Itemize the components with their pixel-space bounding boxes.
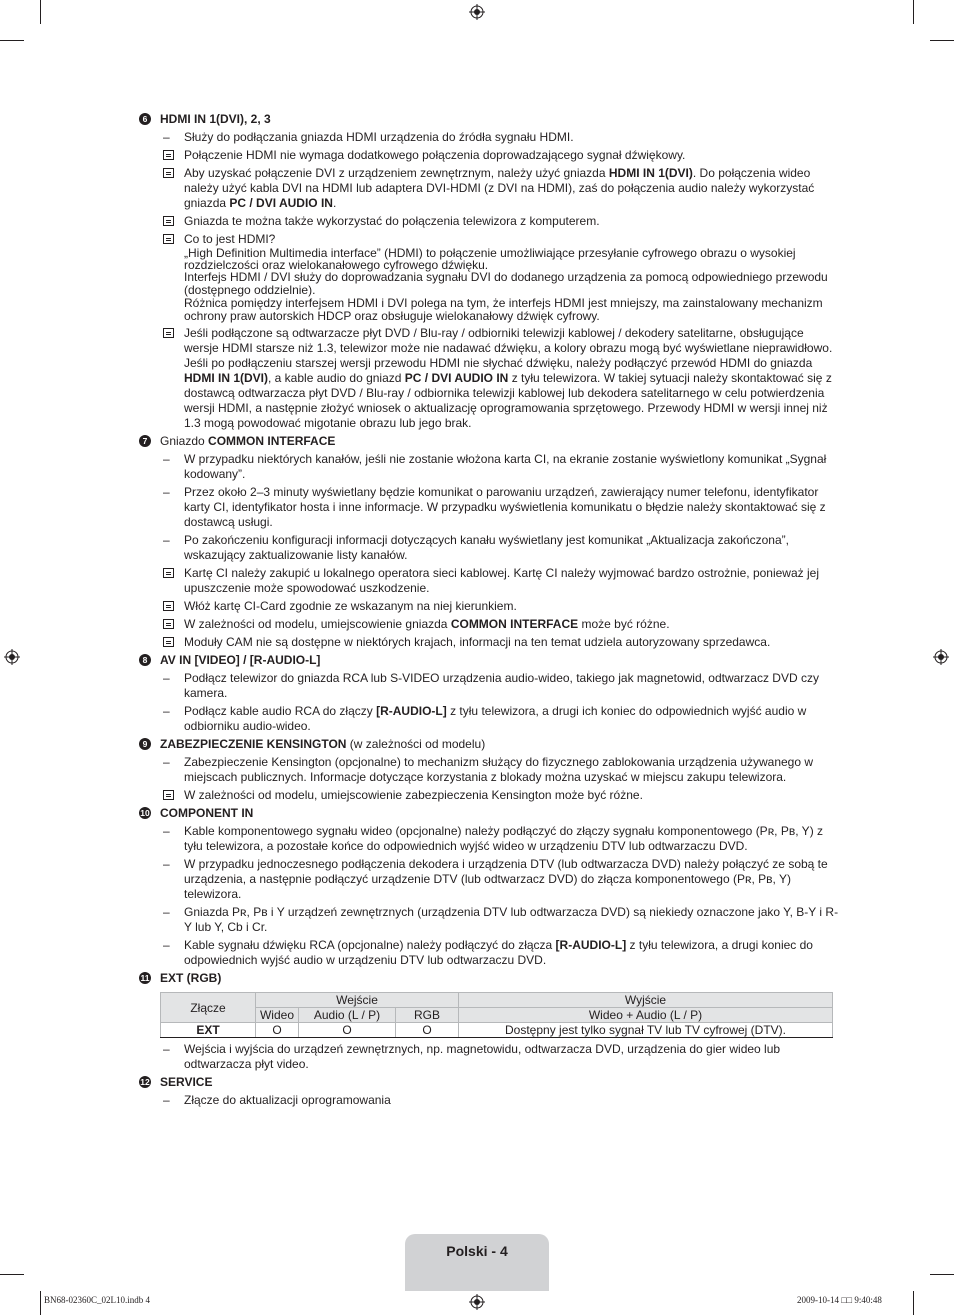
note-item	[160, 599, 839, 614]
table-subheader: Wideo	[256, 1008, 299, 1023]
crop-mark	[0, 1274, 24, 1275]
section-7	[139, 434, 839, 650]
dash-bullet: –	[163, 755, 170, 769]
text-run: Podłącz telewizor do gniazda RCA lub S-VIDEO urządzenia audio-wideo, takiego jak magnetowid, odtwarzacz DVD czy kamera.	[184, 671, 819, 700]
text-run: Co to jest HDMI?	[184, 232, 276, 246]
section-10	[139, 806, 839, 968]
table-cell: O	[396, 1023, 459, 1038]
table-cell: Dostępny jest tylko sygnał TV lub TV cyfrowej (DTV).	[459, 1023, 833, 1038]
bold-term: HDMI IN 1(DVI)	[608, 166, 693, 180]
print-slug-file: BN68-02360C_02L10.indb 4	[44, 1295, 151, 1305]
text-run: z tyłu telewizora, a drugi ich koniec do odpowiednich wyjść audio w odbiorniku audio-wideo.	[184, 704, 807, 733]
print-slug-datetime: 2009-10-14 □□ 9:40:48	[797, 1295, 882, 1305]
text-run: Podłącz kable audio RCA do złączy	[184, 704, 377, 718]
section-number-badge: 8	[139, 654, 151, 666]
note-icon	[163, 637, 174, 647]
dash-item	[160, 1093, 839, 1108]
note-item	[160, 166, 839, 211]
note-item	[160, 566, 839, 596]
table-subheader: Audio (L / P)	[299, 1008, 396, 1023]
dash-bullet: –	[163, 671, 170, 685]
item-text	[184, 1093, 839, 1108]
note-icon	[163, 234, 174, 244]
text-run: . Do połączenia wideo należy użyć kabla DVI na HDMI lub adaptera DVI-HDMI (z DVI na HDMI), zaś do połączenia audio należy wykorzystać gniazda	[184, 166, 815, 210]
text-run: może być różne.	[578, 617, 670, 631]
section-title: HDMI IN 1(DVI), 2, 3	[160, 112, 271, 126]
dash-item	[160, 533, 839, 563]
section-12	[139, 1075, 839, 1108]
registration-mark-icon	[4, 649, 20, 665]
section-heading	[140, 806, 839, 821]
dash-item	[160, 671, 839, 701]
item-paragraph: Interfejs HDMI / DVI służy do doprowadzania sygnału DVI do dodanego urządzenia za pomocą odpowiedniego przewodu (dostępnego oddzielnie).	[184, 270, 828, 297]
section-heading	[142, 653, 839, 668]
dash-bullet: –	[163, 452, 170, 466]
text-run: Aby uzyskać połączenie DVI z urządzeniem zewnętrznym, należy użyć gniazda	[184, 166, 609, 180]
table-subheader: RGB	[396, 1008, 459, 1023]
dash-bullet: –	[163, 857, 170, 871]
item-text	[184, 566, 839, 596]
dash-item	[160, 1042, 839, 1072]
text-run: W zależności od modelu, umiejscowienie gniazda	[184, 617, 451, 631]
text-run: Gniazda te można także wykorzystać do połączenia telewizora z komputerem.	[184, 214, 600, 228]
section-title: ZABEZPIECZENIE KENSINGTON	[160, 737, 347, 751]
section-8	[139, 653, 839, 734]
item-text	[184, 788, 839, 803]
item-paragraph: Różnica pomiędzy interfejsem HDMI i DVI polega na tym, że interfejs HDMI jest mniejszy, ma zainstalowany mechanizm ochrony praw autorskich HDCP oraz obsługuje wielokanałowy dźwięk cyfrowy.	[184, 296, 823, 323]
text-run: Wejścia i wyjścia do urządzeń zewnętrznych, np. magnetowidu, odtwarzacza DVD, urządzenia do gier wideo lub odtwarzacza płyt video.	[184, 1042, 781, 1071]
note-icon	[163, 328, 174, 338]
table-header-output: Wyjście	[459, 993, 833, 1008]
dash-bullet: –	[163, 938, 170, 952]
text-run: Włóż kartę CI-Card zgodnie ze wskazanym na niej kierunkiem.	[184, 599, 517, 613]
section-heading	[140, 1075, 839, 1090]
item-text	[184, 938, 839, 968]
section-heading	[140, 971, 839, 986]
registration-mark-icon	[933, 649, 949, 665]
bold-term: PC / DVI AUDIO IN	[229, 196, 333, 210]
dash-item	[160, 704, 839, 734]
dash-bullet: –	[163, 905, 170, 919]
dash-bullet: –	[163, 824, 170, 838]
item-text	[184, 130, 839, 145]
item-text	[184, 599, 839, 614]
bold-term: [R-AUDIO-L]	[555, 938, 627, 952]
text-run: .	[332, 196, 337, 210]
crop-mark	[40, 0, 41, 24]
section-title: COMPONENT IN	[160, 806, 254, 820]
item-paragraph: „High Definition Multimedia interface” (HDMI) to połączenie umożliwiające przesyłanie cyfrowego obrazu o wysokiej rozdzielczości oraz wielokanałowego cyfrowego dźwięku.	[184, 246, 796, 272]
text-run: Złącze do aktualizacji oprogramowania	[184, 1093, 391, 1107]
registration-mark-icon	[469, 1294, 485, 1310]
dash-item	[160, 905, 839, 935]
note-icon	[163, 168, 174, 178]
note-item	[160, 617, 839, 632]
item-text	[184, 704, 839, 734]
dash-bullet: –	[163, 1042, 170, 1056]
page-number-label: Polski - 4	[446, 1243, 508, 1259]
item-text	[184, 148, 839, 163]
note-icon	[163, 790, 174, 800]
ext-connector-table	[160, 992, 833, 1038]
dash-item	[160, 485, 839, 530]
item-text	[184, 326, 839, 431]
section-9	[139, 737, 839, 803]
text-run: , a kable audio do gniazd	[268, 371, 405, 385]
crop-mark	[40, 1291, 41, 1315]
text-run: W przypadku jednoczesnego podłączenia dekodera i urządzenia DTV (lub odtwarzacza DVD) należy połączyć ze sobą te urządzenia, a następnie podłączyć urządzenie DTV (lub odtwarzacz DVD) do złącza komponentowego (Pʀ, Pʙ, Y) telewizora.	[184, 857, 828, 901]
section-number-badge: 7	[139, 435, 151, 447]
section-title-suffix: (w zależności od modelu)	[346, 737, 486, 751]
text-run: z tyłu telewizora, a drugi koniec do odpowiednich wyjść audio w urządzeniu DTV lub odtwarzaczu DVD.	[184, 938, 813, 967]
note-icon	[163, 150, 174, 160]
table-row-label: EXT	[161, 1023, 256, 1038]
text-run: W zależności od modelu, umiejscowienie zabezpieczenia Kensington może być różne.	[184, 788, 643, 802]
bold-term: COMMON INTERFACE	[450, 617, 579, 631]
table-cell: O	[256, 1023, 299, 1038]
text-run: Kable sygnału dźwięku RCA (opcjonalne) należy podłączyć do złącza	[184, 938, 556, 952]
bold-term: PC / DVI AUDIO IN	[404, 371, 509, 385]
item-text	[184, 166, 839, 211]
table-header-input: Wejście	[256, 993, 459, 1008]
section-number-badge: 6	[139, 113, 151, 125]
crop-mark	[913, 1291, 914, 1315]
crop-mark	[930, 1274, 954, 1275]
item-text	[184, 533, 839, 563]
registration-mark-icon	[469, 4, 485, 20]
item-text	[184, 824, 839, 854]
text-run: Gniazda Pʀ, Pʙ i Y urządzeń zewnętrznych (urządzenia DTV lub odtwarzacza DVD) są niekiedy oznaczone jako Y, B-Y i R-Y lub Y, Cb i Cr.	[184, 905, 839, 934]
section-title: COMMON INTERFACE	[208, 434, 336, 448]
section-heading	[142, 737, 839, 752]
section-number-badge: 9	[139, 738, 151, 750]
dash-item	[160, 824, 839, 854]
bold-term: [R-AUDIO-L]	[376, 704, 447, 718]
item-text	[184, 671, 839, 701]
text-run: Połączenie HDMI nie wymaga dodatkowego połączenia doprowadzającego sygnał dźwiękowy.	[184, 148, 686, 162]
dash-bullet: –	[163, 130, 170, 144]
dash-item	[160, 452, 839, 482]
item-text	[184, 485, 839, 530]
note-item	[160, 788, 839, 803]
document-body	[139, 110, 839, 1111]
text-run: Służy do podłączania gniazda HDMI urządzenia do źródła sygnału HDMI.	[184, 130, 574, 144]
item-text	[184, 617, 839, 632]
section-heading	[142, 434, 839, 449]
item-text	[184, 905, 839, 935]
note-item	[160, 326, 839, 431]
dash-bullet: –	[163, 485, 170, 499]
section-number-badge: 10	[140, 808, 150, 818]
note-item	[160, 148, 839, 163]
section-heading	[142, 112, 839, 127]
text-run: Jeśli podłączone są odtwarzacze płyt DVD / Blu-ray / odbiorniki telewizji kablowej / dekodery satelitarne, obsługujące wersje HDMI starsze niż 1.3, telewizor może nie nadawać dźwięku, a kolory obrazu mogą być wyświetlane nieprawidłowo. Jeśli po podłączeniu starszej wersji przewodu HDMI nie słychać dźwięku, należy podłączyć przewód HDMI do gniazda	[184, 326, 833, 370]
item-text	[184, 214, 839, 229]
text-run: Kable komponentowego sygnału wideo (opcjonalne) należy podłączyć do złączy sygnału komponentowego (Pʀ, Pʙ, Y) z tyłu telewizora, a pozostałe końce do odpowiednich wyjść wideo w urządzeniu DTV lub odtwarzaczu DVD.	[184, 824, 824, 853]
item-text	[184, 755, 839, 785]
note-icon	[163, 619, 174, 629]
section-number-badge: 12	[140, 1077, 150, 1087]
note-icon	[163, 568, 174, 578]
note-item	[160, 214, 839, 229]
table-subheader: Wideo + Audio (L / P)	[459, 1008, 833, 1023]
text-run: Przez około 2–3 minuty wyświetlany będzie komunikat o parowaniu urządzeń, zawierający numer telefonu, identyfikator karty CI, identyfikator hosta i inne informacje. W przypadku wyświetlenia komunikatu o błędzie należy skontaktować się z dostawcą usługi.	[184, 485, 826, 529]
section-11	[139, 971, 839, 1072]
dash-item	[160, 857, 839, 902]
crop-mark	[0, 40, 24, 41]
note-icon	[163, 601, 174, 611]
item-text	[184, 635, 839, 650]
note-item	[160, 635, 839, 650]
section-title: SERVICE	[160, 1075, 213, 1089]
dash-item	[160, 938, 839, 968]
crop-mark	[913, 0, 914, 24]
dash-bullet: –	[163, 1093, 170, 1107]
section-title-prefix: Gniazdo	[160, 434, 209, 448]
note-icon	[163, 216, 174, 226]
table-cell: O	[299, 1023, 396, 1038]
item-text	[184, 232, 839, 247]
item-text	[184, 452, 839, 482]
dash-item	[160, 755, 839, 785]
bold-term: HDMI IN 1(DVI)	[184, 371, 268, 385]
dash-bullet: –	[163, 533, 170, 547]
text-run: z tyłu telewizora. W takiej sytuacji należy skontaktować się z dostawcą odtwarzacza płyt DVD / Blu-ray / odbiornika telewizji kablowej lub dekodera satelitarnego w celu potwierdzenia wersji HDMI, a następnie złożyć wniosek o aktualizację oprogramowania sprzętowego. Przewody HDMI w wersji innej niż 1.3 mogą powodować migotanie obrazu lub jego brak.	[184, 371, 832, 430]
section-title: AV IN [VIDEO] / [R-AUDIO-L]	[160, 653, 321, 667]
table-header-connector: Złącze	[161, 993, 256, 1023]
section-number-badge: 11	[140, 973, 150, 983]
text-run: Moduły CAM nie są dostępne w niektórych krajach, informacji na ten temat udziela autoryzowany sprzedawca.	[184, 635, 771, 649]
text-run: Po zakończeniu konfiguracji informacji dotyczących kanału wyświetlany jest komunikat „Aktualizacja zakończona”, wskazujący zaktualizowanie listy kanałów.	[184, 533, 789, 562]
item-text	[184, 1042, 839, 1072]
text-run: Kartę CI należy zakupić u lokalnego operatora sieci kablowej. Kartę CI należy wyjmować bardzo ostrożnie, ponieważ jej upuszczenie może spowodować uszkodzenie.	[184, 566, 819, 595]
text-run: Zabezpieczenie Kensington (opcjonalne) to mechanizm służący do fizycznego zablokowania urządzenia używanego w miejscach publicznych. Informacje dotyczące korzystania z blokady można uzyskać w miejscu zakupu telewizora.	[184, 755, 814, 784]
section-title: EXT (RGB)	[160, 971, 222, 985]
dash-bullet: –	[163, 704, 170, 718]
note-item	[160, 232, 839, 323]
dash-item	[160, 130, 839, 145]
section-6	[139, 112, 839, 431]
crop-mark	[930, 40, 954, 41]
text-run: W przypadku niektórych kanałów, jeśli nie zostanie włożona karta CI, na ekranie zostanie wyświetlony komunikat „Sygnał kodowany”.	[184, 452, 827, 481]
item-text	[184, 857, 839, 902]
